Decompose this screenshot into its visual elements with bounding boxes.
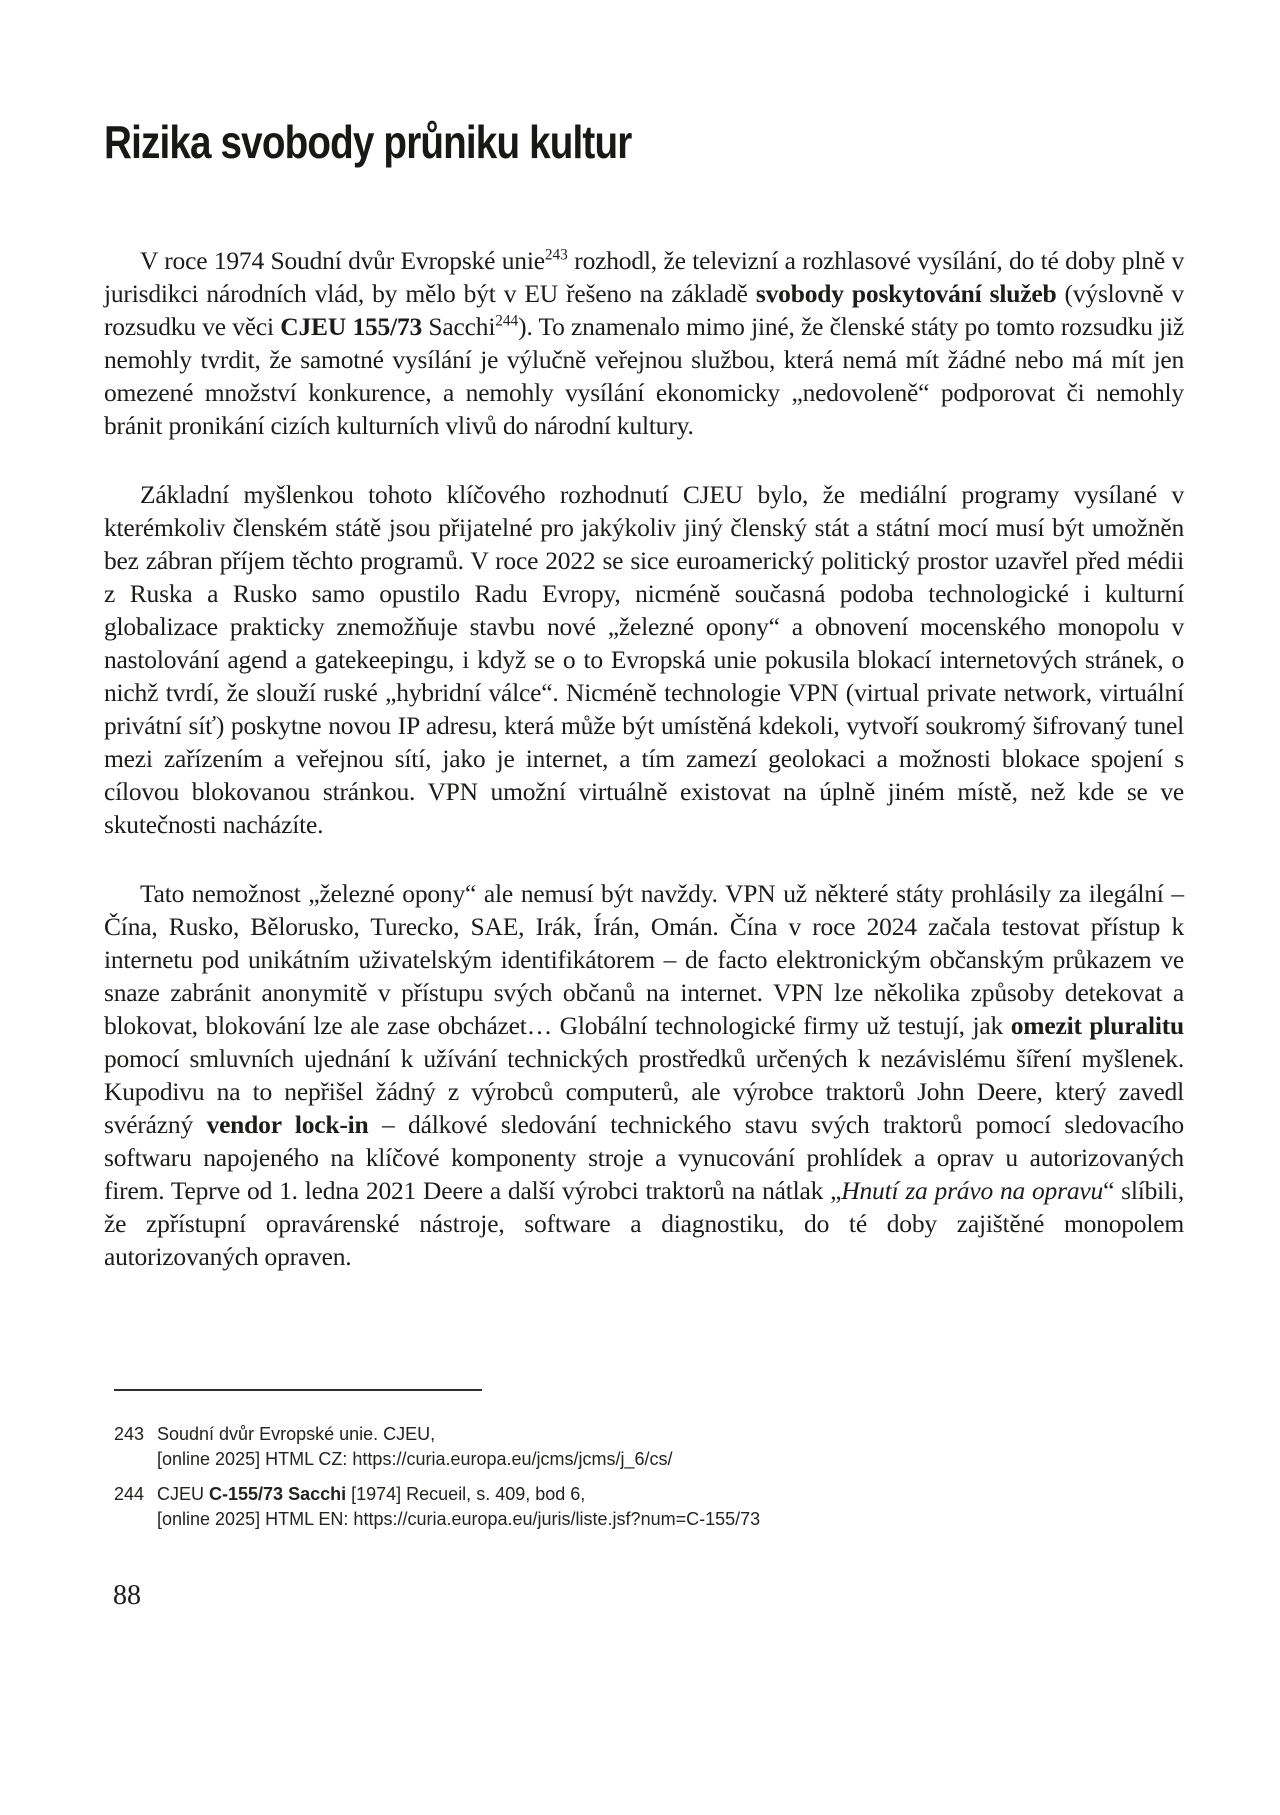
footnote-line: [online 2025] HTML EN: https://curia.europa.eu/juris/liste.jsf?num=C-155/73 (157, 1508, 761, 1529)
paragraph-2: Základní myšlenkou tohoto klíčového rozhodnutí CJEU bylo, že mediální programy vysílané v kterémkoliv členském státě jsou přijatelné pro jakýkoliv jiný členský stát a státní mocí musí být umožněn bez zábran příjem těchto programů. V roce 2022 se sice euroamerický politický prostor uzavřel před médii z Ruska a Rusko samo opustilo Radu Evropy, nicméně současná podoba technologické i kulturní globalizace prakticky znemožňuje stavbu nové „železné opony“ a obnovení mocenského monopolu v nastolování agend a gatekeepingu, i když se o to Evropská unie pokusila blokací internetových stránek, o nichž tvrdí, že slouží ruské „hybridní válce“. Nicméně technologie VPN (virtual private network, virtuální privátní síť) poskytne novou IP adresu, která může být umístěná kdekoli, vytvoří soukromý šifrovaný tunel mezi zařízením a veřejnou sítí, jako je internet, a tím zamezí geolokaci a možnosti blokace spojení s cílovou blokovanou stránkou. VPN umožní virtuálně existovat na úplně jiném místě, než kde se ve skutečnosti nacházíte. (104, 479, 1184, 839)
footnote-number: 243 (114, 1423, 145, 1444)
footnote-line: Soudní dvůr Evropské unie. CJEU, (157, 1423, 436, 1444)
paragraph-1: V roce 1974 Soudní dvůr Evropské unie$^{243}$ rozhodl, že televizní a rozhlasové vysílání, do té doby plně v jurisdikci národních vlád, by mělo být v EU řešeno na základě svobody poskytování služeb (výslovně v rozsudku ve věci CJEU 155/73 Sacchi$^{244}$). To znamenalo mimo jiné, že členské státy po tomto rozsudku již nemohly tvrdit, že samotné vysílání je výlučně veřejnou službou, která nemá mít žádné nebo má mít jen omezené množství konkurence, a nemohly vysílání ekonomicky „nedovoleně“ podporovat či nemohly bránit pronikání cizích kulturních vlivů do národní kultury. (104, 245, 1184, 440)
page-number: 88 (113, 1579, 141, 1611)
footnote-243 (104, 1422, 1184, 1472)
page-title: Rizika svobody průniku kultur (104, 116, 632, 168)
footnote-divider (114, 1389, 482, 1391)
footnote-line: CJEU C-155/73 Sacchi [1974] Recueil, s. 409, bod 6, (157, 1483, 586, 1504)
text-column (104, 0, 1184, 1612)
body-text (104, 244, 1184, 1273)
paragraph-3: Tato nemožnost „železné opony“ ale nemusí být navždy. VPN už některé státy prohlásily za ilegální – Čína, Rusko, Bělorusko, Turecko, SAE, Irák, Írán, Omán. Čína v roce 2024 začala testovat přístup k internetu pod unikátním uživatelským identifikátorem – de facto elektronickým občanským průkazem ve snaze zabránit anonymitě v přístupu svých občanů na internet. VPN lze několika způsoby detekovat a blokovat, blokování lze ale zase obcházet… Globální technologické firmy už testují, jak omezit pluralitu pomocí smluvních ujednání k užívání technických prostředků určených k nezávislému šíření myšlenek. Kupodivu na to nepřišel žádný z výrobců computerů, ale výrobce traktorů John Deere, který zavedl svérázný vendor lock-in – dálkové sledování technického stavu svých traktorů pomocí sledovacího softwaru napojeného na klíčové komponenty stroje a vynucování prohlídek a oprav u autorizovaných firem. Teprve od 1. ledna 2021 Deere a další výrobci traktorů na nátlak „Hnutí za právo na opravu“ slíbili, že zpřístupní opravárenské nástroje, software a diagnostiku, do té doby zajištěné monopolem autorizovaných opraven. (104, 878, 1184, 1271)
footnote-ref: 243 (544, 246, 568, 264)
footnote-ref: 244 (495, 312, 519, 330)
footnotes-section (104, 1422, 1184, 1532)
footnote-number: 244 (114, 1483, 145, 1504)
footnote-line: [online 2025] HTML CZ: https://curia.europa.eu/jcms/jcms/j_6/cs/ (157, 1448, 673, 1469)
footnote-text (157, 1422, 1184, 1472)
footnote-text (157, 1482, 1184, 1532)
footnote-244 (104, 1482, 1184, 1532)
